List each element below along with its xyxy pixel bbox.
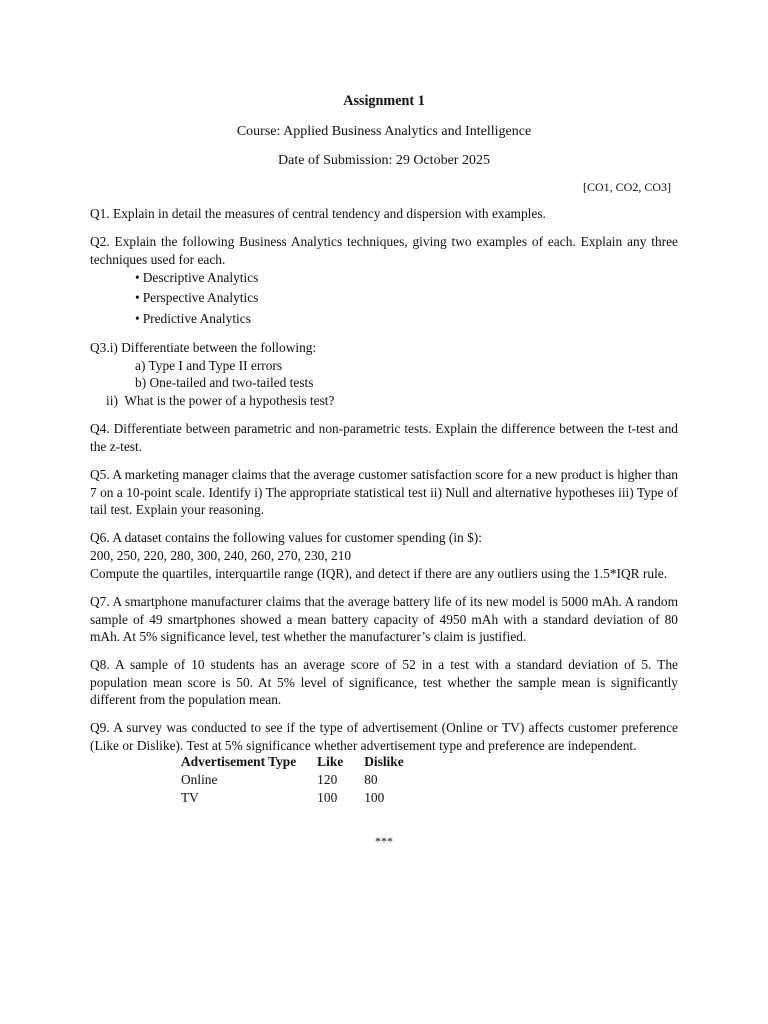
table-header-row bbox=[178, 753, 422, 771]
end-of-document-mark: *** bbox=[375, 834, 393, 848]
question-8: Q8. A sample of 10 students has an average score of 52 in a test with a standard deviation of 5. The population mean score is 50. At 5% level of significance, test whether the sample mean is significantly different from the population mean. bbox=[90, 657, 678, 707]
q3-part-b: b) One-tailed and two-tailed tests bbox=[135, 375, 314, 390]
table-cell: Online bbox=[181, 772, 218, 788]
question-5: Q5. A marketing manager claims that the average customer satisfaction score for a new product is higher than 7 on a 10-point scale. Identify i) The appropriate statistical test ii) Null and alternative hypotheses iii) Type of tail test. Explain your reasoning. bbox=[90, 467, 678, 517]
question-9: Q9. A survey was conducted to see if the type of advertisement (Online or TV) affects customer preference (Like or Dislike). Test at 5% significance whether advertisement type and preference are independent. bbox=[90, 720, 678, 753]
question-2: Q2. Explain the following Business Analytics techniques, giving two examples of each. Explain any three techniques used for each. bbox=[90, 234, 678, 267]
table-row bbox=[178, 789, 422, 807]
column-header: Like bbox=[317, 754, 344, 770]
q3-part-ii: ii) What is the power of a hypothesis test? bbox=[106, 393, 335, 408]
bullet-text: Descriptive Analytics bbox=[142, 270, 259, 285]
question-7: Q7. A smartphone manufacturer claims that the average battery life of its new model is 5000 mAh. A random sample of 49 smartphones showed a mean battery capacity of 4950 mAh with a standard deviation of 80 mAh. At 5% significance level, test whether the manufacturer’s claim is justified. bbox=[90, 594, 678, 644]
column-header: Advertisement Type bbox=[181, 754, 297, 770]
advertisement-table bbox=[178, 753, 422, 807]
table-cell: 100 bbox=[317, 790, 338, 806]
question-1: Q1. Explain in detail the measures of central tendency and dispersion with examples. bbox=[90, 206, 546, 221]
course-outcomes-tag: [CO1, CO2, CO3] bbox=[582, 180, 671, 194]
submission-date: Date of Submission: 29 October 2025 bbox=[278, 153, 490, 168]
q2-bullet-predictive bbox=[135, 310, 251, 328]
q3-part-a: a) Type I and Type II errors bbox=[135, 358, 283, 373]
table-row bbox=[178, 771, 422, 789]
bullet-text: Perspective Analytics bbox=[142, 290, 259, 305]
bullet-text: Predictive Analytics bbox=[142, 311, 251, 326]
question-6-intro: Q6. A dataset contains the following values for customer spending (in $): bbox=[90, 530, 482, 545]
table-cell: TV bbox=[181, 790, 199, 806]
assignment-title: Assignment 1 bbox=[343, 93, 425, 109]
course-name: Course: Applied Business Analytics and Intelligence bbox=[236, 124, 532, 139]
table-cell: 120 bbox=[317, 772, 338, 788]
table-cell: 100 bbox=[364, 790, 385, 806]
question-4: Q4. Differentiate between parametric and non-parametric tests. Explain the difference between the t-test and the z-test. bbox=[90, 421, 678, 454]
q2-bullet-perspective bbox=[135, 289, 258, 307]
column-header: Dislike bbox=[364, 754, 404, 770]
q2-bullet-descriptive bbox=[135, 269, 258, 287]
table-cell: 80 bbox=[364, 772, 378, 788]
q6-task: Compute the quartiles, interquartile range (IQR), and detect if there are any outliers using the 1.5*IQR rule. bbox=[90, 566, 668, 581]
q6-values: 200, 250, 220, 280, 300, 240, 260, 270, 230, 210 bbox=[90, 548, 352, 563]
question-3-intro: Q3.i) Differentiate between the following: bbox=[90, 340, 317, 355]
